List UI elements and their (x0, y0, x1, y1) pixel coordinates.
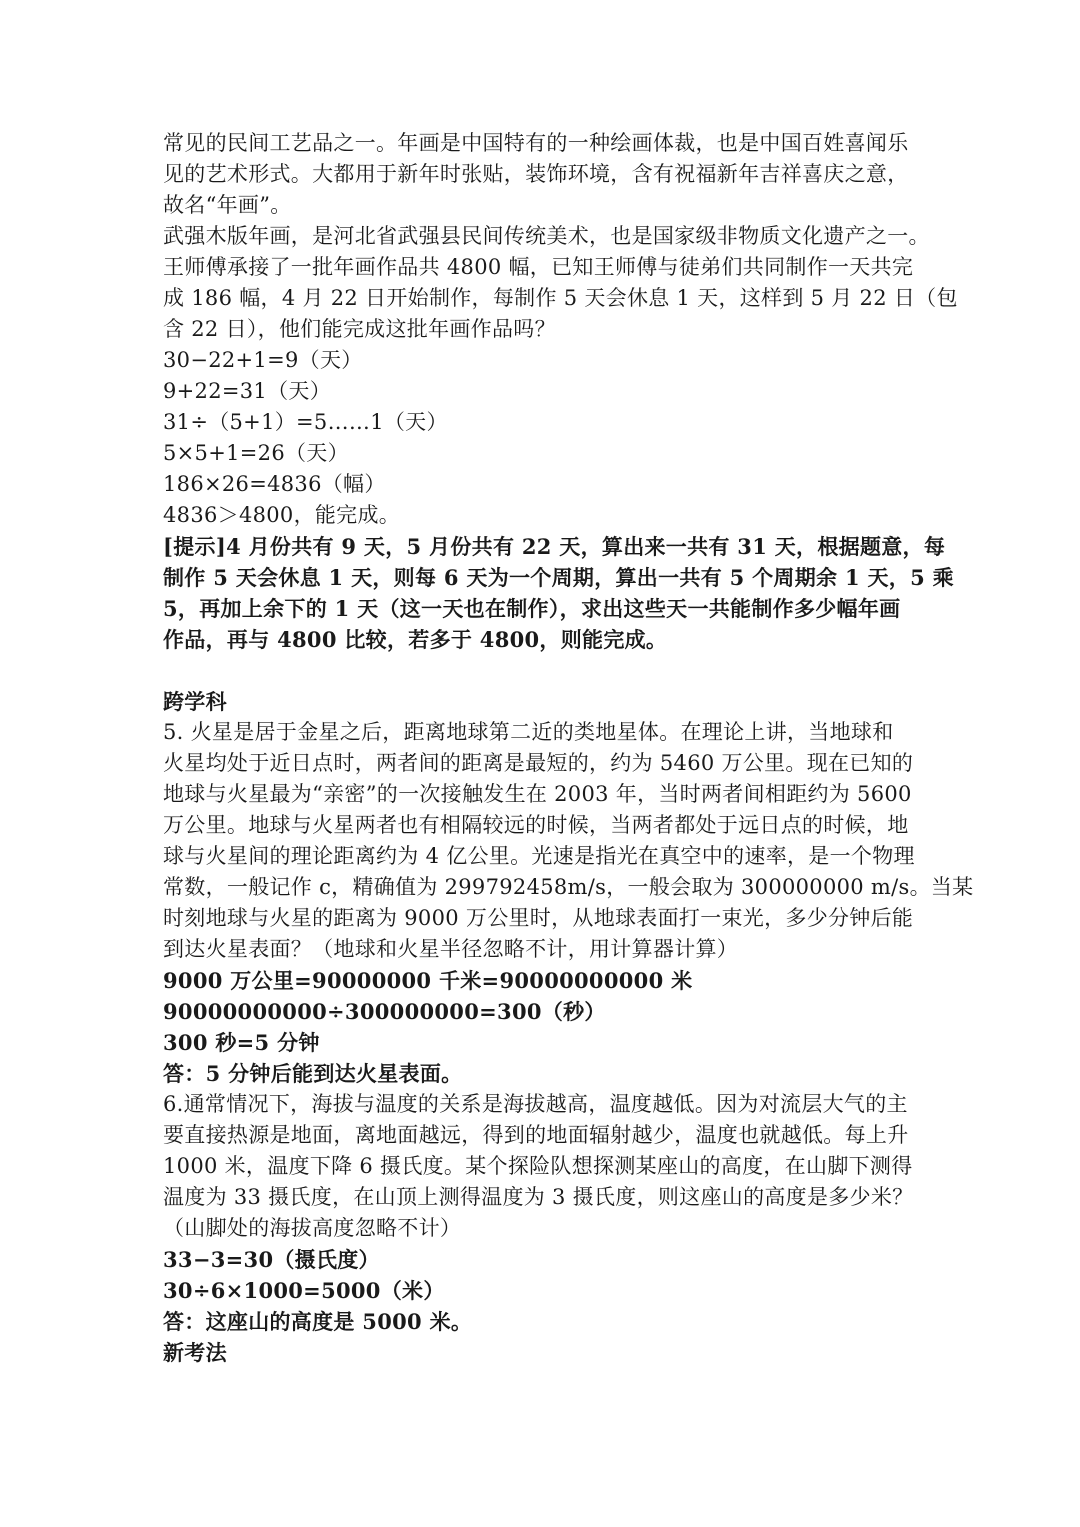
text-line: 31÷（5+1）=5……1（天） (163, 410, 448, 434)
text-line: 30÷6×1000=5000（米） (163, 1278, 445, 1303)
text-line: 球与火星间的理论距离约为 4 亿公里。光速是指光在真空中的速率，是一个物理 (163, 844, 915, 868)
text-line: 王师傅承接了一批年画作品共 4800 幅，已知王师傅与徒弟们共同制作一天共完 (163, 255, 914, 279)
text-line: （山脚处的海拔高度忽略不计） (163, 1216, 462, 1240)
blank-line (163, 655, 923, 686)
text-line: 新考法 (163, 1340, 227, 1365)
text-line: 答：5 分钟后能到达火星表面。 (163, 1061, 463, 1086)
text-line: [提示]4 月份共有 9 天，5 月份共有 22 天，算出来一共有 31 天，根据题意，每 (163, 534, 946, 559)
text-line: 故名“年画”。 (163, 193, 292, 217)
text-line: 跨学科 (163, 689, 227, 714)
text-line: 火星均处于近日点时，两者间的距离是最短的，约为 5460 万公里。现在已知的 (163, 751, 914, 775)
text-line: 答：这座山的高度是 5000 米。 (163, 1309, 473, 1334)
text-line: 5×5+1=26（天） (163, 441, 349, 465)
text-line: 地球与火星最为“亲密”的一次接触发生在 2003 年，当时两者间相距约为 5600 (163, 782, 912, 806)
text-line: 4836＞4800，能完成。 (163, 503, 401, 527)
text-line: 武强木版年画，是河北省武强县民间传统美术，也是国家级非物质文化遗产之一。 (163, 224, 930, 248)
text-line: 万公里。地球与火星两者也有相隔较远的时候，当两者都处于远日点的时候，地 (163, 813, 909, 837)
text-line: 作品，再与 4800 比较，若多于 4800，则能完成。 (163, 627, 668, 652)
text-line: 1000 米，温度下降 6 摄氏度。某个探险队想探测某座山的高度，在山脚下测得 (163, 1154, 913, 1178)
text-line: 制作 5 天会休息 1 天，则每 6 天为一个周期，算出一共有 5 个周期余 1 天，5 乘 (163, 565, 954, 590)
text-line: 186×26=4836（幅） (163, 472, 386, 496)
text-line: 300 秒=5 分钟 (163, 1030, 320, 1055)
text-line: 温度为 33 摄氏度，在山顶上测得温度为 3 摄氏度，则这座山的高度是多少米？ (163, 1185, 914, 1209)
text-line: 9000 万公里=90000000 千米=90000000000 米 (163, 968, 693, 993)
text-line: 成 186 幅，4 月 22 日开始制作，每制作 5 天会休息 1 天，这样到 5 月 22 日（包 (163, 286, 958, 310)
text-line: 30−22+1=9（天） (163, 348, 363, 372)
text-line: 含 22 日），他们能完成这批年画作品吗？ (163, 317, 556, 341)
text-line: 90000000000÷300000000=300（秒） (163, 999, 606, 1024)
text-line: 5，再加上余下的 1 天（这一天也在制作），求出这些天一共能制作多少幅年画 (163, 596, 901, 621)
text-line: 33−3=30（摄氏度） (163, 1247, 380, 1272)
text-line: 见的艺术形式。大都用于新年时张贴，装饰环境，含有祝福新年吉祥喜庆之意， (163, 162, 909, 186)
text-line: 时刻地球与火星的距离为 9000 万公里时，从地球表面打一束光，多少分钟后能 (163, 906, 914, 930)
text-line: 到达火星表面？（地球和火星半径忽略不计，用计算器计算） (163, 937, 739, 961)
text-line: 要直接热源是地面，离地面越远，得到的地面辐射越少，温度也就越低。每上升 (163, 1123, 909, 1147)
text-line: 9+22=31（天） (163, 379, 331, 403)
document-page (163, 128, 974, 1368)
text-line: 常数，一般记作 c，精确值为 299792458m/s，一般会取为 300000000 m/s。当某 (163, 875, 974, 899)
text-line: 6.通常情况下，海拔与温度的关系是海拔越高，温度越低。因为对流层大气的主 (163, 1092, 908, 1116)
text-line: 5. 火星是居于金星之后，距离地球第二近的类地星体。在理论上讲，当地球和 (163, 720, 894, 744)
text-line: 常见的民间工艺品之一。年画是中国特有的一种绘画体裁，也是中国百姓喜闻乐 (163, 131, 909, 155)
